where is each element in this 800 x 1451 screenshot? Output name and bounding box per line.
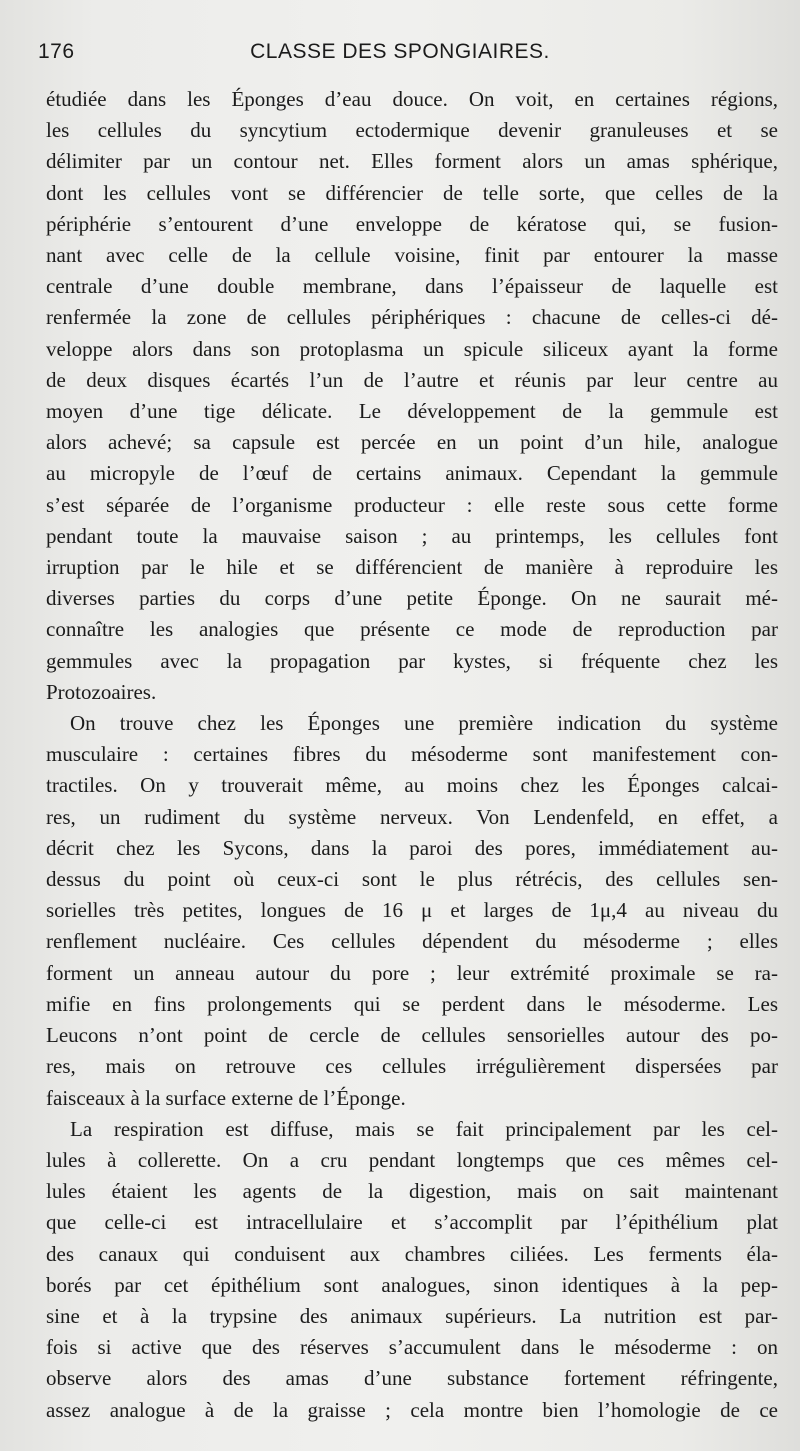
- text-line: s’est séparée de l’organisme producteur : elle reste sous cette forme: [46, 492, 778, 517]
- text-line: délimiter par un contour net. Elles forment alors un amas sphérique,: [46, 149, 778, 174]
- text-line: lules à collerette. On a cru pendant longtemps que ces mêmes cel-: [46, 1147, 778, 1172]
- text-line: nant avec celle de la cellule voisine, finit par entourer la masse: [46, 243, 778, 268]
- text-line: Protozoaires.: [46, 679, 157, 704]
- text-line: assez analogue à de la graisse ; cela montre bien l’homologie de ce: [46, 1397, 778, 1422]
- text-line: irruption par le hile et se différencient de manière à reproduire les: [46, 555, 778, 580]
- page-number: 176: [38, 40, 75, 63]
- text-line: centrale d’une double membrane, dans l’épaisseur de laquelle est: [46, 274, 778, 299]
- text-line: moyen d’une tige délicate. Le développement de la gemmule est: [46, 399, 778, 424]
- page-header: [38, 34, 762, 70]
- text-line: périphérie s’entourent d’une enveloppe de kératose qui, se fusion-: [46, 211, 778, 236]
- text-line: connaître les analogies que présente ce mode de reproduction par: [46, 617, 778, 642]
- text-line: forment un anneau autour du pore ; leur extrémité proximale se ra-: [46, 960, 778, 985]
- body-text: [46, 84, 778, 1426]
- text-line: sine et à la trypsine des animaux supérieurs. La nutrition est par-: [46, 1303, 778, 1328]
- paragraph-muscular-system: [46, 708, 778, 1114]
- text-line: étudiée dans les Éponges d’eau douce. On voit, en certaines régions,: [46, 87, 778, 111]
- text-line: gemmules avec la propagation par kystes, si fréquente chez les: [46, 648, 778, 673]
- text-line: On trouve chez les Éponges une première indication du système: [70, 711, 778, 736]
- text-line: res, un rudiment du système nerveux. Von Lendenfeld, en effet, a: [46, 804, 778, 829]
- paragraph-gemmules: [46, 84, 778, 708]
- text-line: pendant toute la mauvaise saison ; au printemps, les cellules font: [46, 523, 778, 548]
- paragraph-respiration: [46, 1114, 778, 1426]
- text-line: alors achevé; sa capsule est percée en un point d’un hile, analogue: [46, 430, 778, 455]
- text-line: lules étaient les agents de la digestion, mais on sait maintenant: [46, 1179, 778, 1204]
- text-line: observe alors des amas d’une substance fortement réfringente,: [46, 1366, 778, 1391]
- text-line: renfermée la zone de cellules périphériques : chacune de celles-ci dé-: [46, 305, 778, 330]
- text-line: tractiles. On y trouverait même, au moins chez les Éponges calcai-: [46, 773, 778, 798]
- text-line: res, mais on retrouve ces cellules irrégulièrement dispersées par: [46, 1054, 778, 1079]
- text-line: dont les cellules vont se différencier de telle sorte, que celles de la: [46, 180, 778, 205]
- text-line: les cellules du syncytium ectodermique devenir granuleuses et se: [46, 118, 778, 143]
- text-line: décrit chez les Sycons, dans la paroi des pores, immédiatement au-: [46, 835, 778, 860]
- text-line: que celle-ci est intracellulaire et s’accomplit par l’épithélium plat: [46, 1210, 778, 1235]
- text-line: faisceaux à la surface externe de l’Éponge.: [46, 1085, 406, 1110]
- text-line: des canaux qui conduisent aux chambres ciliées. Les ferments éla-: [46, 1241, 778, 1266]
- text-line: veloppe alors dans son protoplasma un spicule siliceux ayant la forme: [46, 336, 778, 361]
- text-line: borés par cet épithélium sont analogues, sinon identiques à la pep-: [46, 1272, 778, 1297]
- text-line: La respiration est diffuse, mais se fait principalement par les cel-: [70, 1116, 778, 1141]
- text-line: musculaire : certaines fibres du mésoderme sont manifestement con-: [46, 742, 778, 767]
- text-line: diverses parties du corps d’une petite Éponge. On ne saurait mé-: [46, 586, 778, 611]
- text-line: fois si active que des réserves s’accumulent dans le mésoderme : on: [46, 1335, 778, 1360]
- text-line: de deux disques écartés l’un de l’autre et réunis par leur centre au: [46, 367, 778, 392]
- text-line: Leucons n’ont point de cercle de cellules sensorielles autour des po-: [46, 1023, 778, 1048]
- text-line: dessus du point où ceux-ci sont le plus rétrécis, des cellules sen-: [46, 867, 778, 892]
- text-line: mifie en fins prolongements qui se perdent dans le mésoderme. Les: [46, 991, 778, 1016]
- text-line: au micropyle de l’œuf de certains animaux. Cependant la gemmule: [46, 461, 778, 486]
- text-line: renflement nucléaire. Ces cellules dépendent du mésoderme ; elles: [46, 929, 778, 954]
- running-title: CLASSE DES SPONGIAIRES.: [250, 40, 550, 63]
- text-line: sorielles très petites, longues de 16 μ et larges de 1μ,4 au niveau du: [46, 898, 778, 923]
